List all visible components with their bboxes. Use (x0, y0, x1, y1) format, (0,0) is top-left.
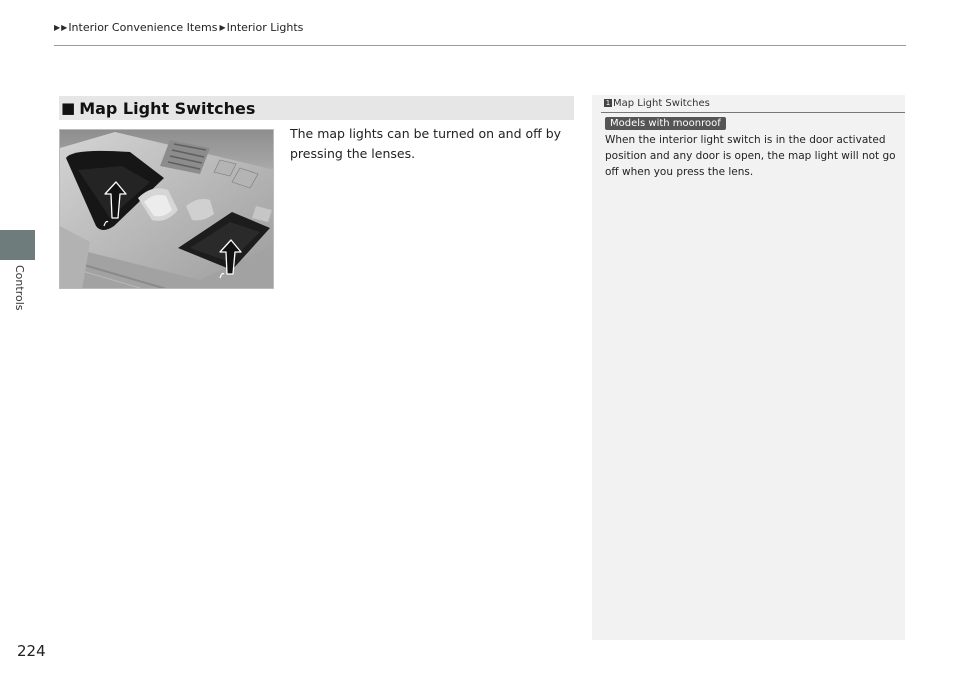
chapter-tab-label: Controls (13, 265, 26, 311)
breadcrumb-arrow-icon: ▶ (61, 22, 68, 32)
model-badge: Models with moonroof (605, 117, 726, 130)
note-divider (601, 112, 905, 113)
chapter-tab[interactable] (0, 230, 35, 260)
breadcrumb-item-interior-convenience[interactable]: Interior Convenience Items (68, 20, 218, 34)
section-title: Map Light Switches (79, 98, 256, 118)
reference-icon: 1 (605, 99, 611, 107)
breadcrumb-arrow-icon: ▶ (219, 22, 226, 32)
note-title (604, 98, 710, 109)
overhead-console-illustration (60, 130, 274, 289)
map-light-photo (59, 129, 274, 289)
reference-notes-panel (592, 95, 905, 640)
breadcrumb-item-interior-lights[interactable]: Interior Lights (226, 20, 304, 34)
header-divider (54, 45, 906, 46)
breadcrumb (54, 18, 303, 36)
note-body-text: When the interior light switch is in the door activated position and any door is open, the map light will not go off when you press the lens. (605, 134, 896, 178)
section-body-text: The map lights can be turned on and off by pressing the lenses. (290, 126, 562, 161)
section-square-icon: ■ (61, 99, 76, 117)
page-number: 224 (17, 642, 46, 660)
section-heading (59, 96, 574, 120)
breadcrumb-arrow-icon: ▶ (54, 22, 61, 32)
note-title-text: Map Light Switches (613, 98, 710, 109)
